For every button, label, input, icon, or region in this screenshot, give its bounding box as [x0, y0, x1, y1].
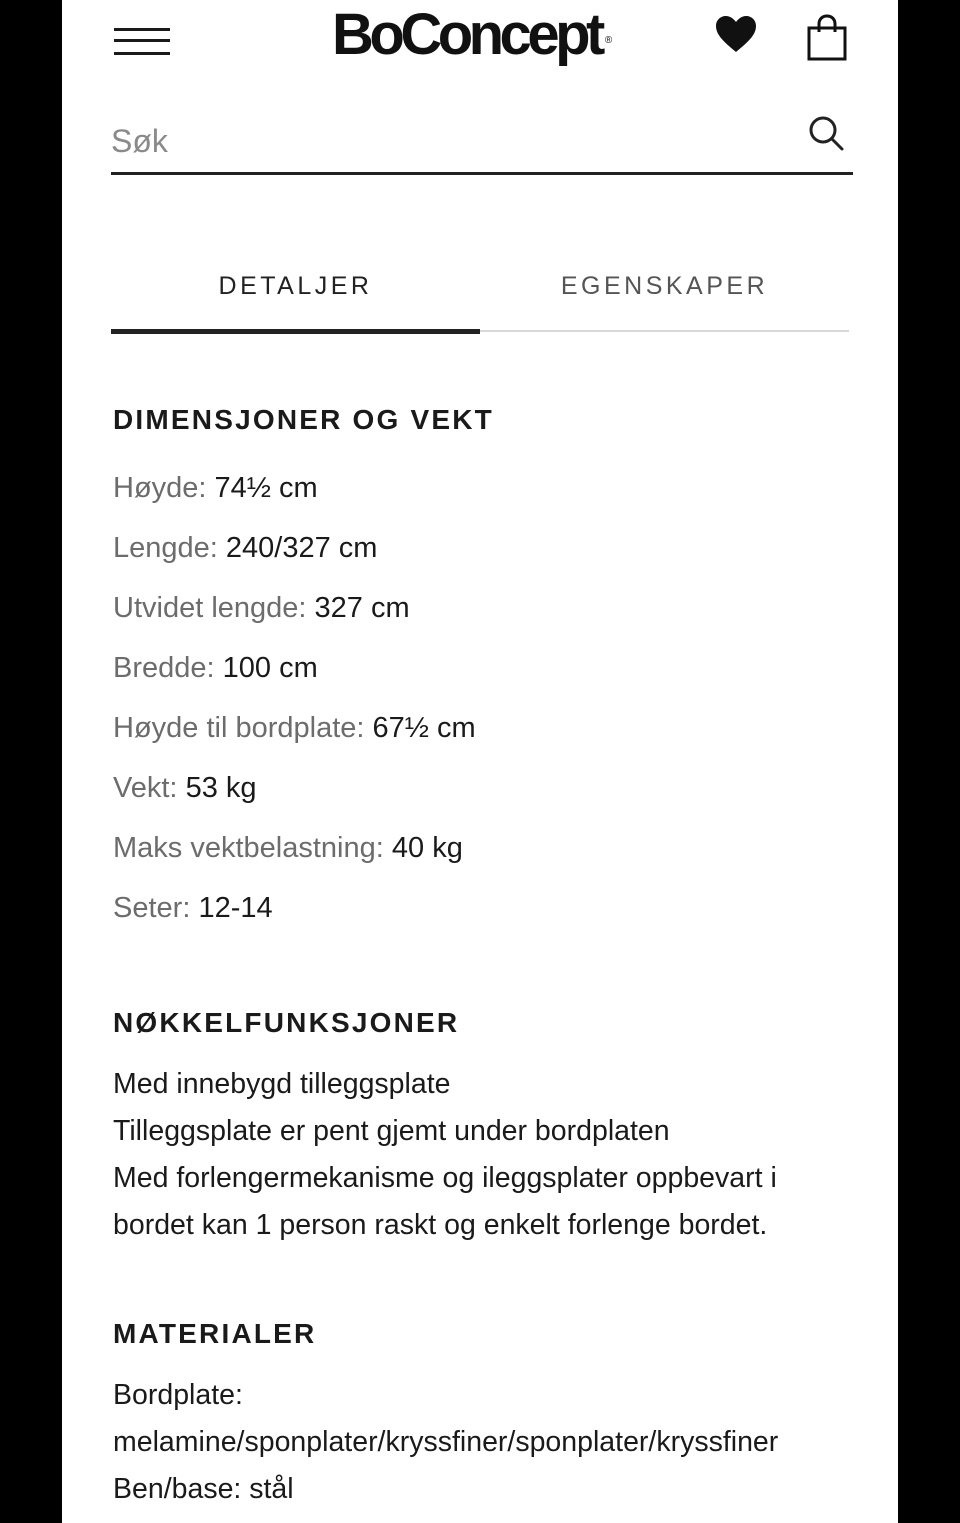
- heart-icon[interactable]: [714, 14, 758, 54]
- spec-weight: [113, 772, 257, 805]
- search-icon[interactable]: [807, 114, 845, 152]
- spec-value: 74½ cm: [214, 472, 318, 504]
- tab-bar: [111, 255, 849, 335]
- spec-tabletop-height: [113, 712, 476, 745]
- material-line: Bordplate:: [113, 1379, 243, 1411]
- shopping-bag-icon[interactable]: [806, 14, 848, 62]
- search-bar: [111, 108, 853, 175]
- material-line: melamine/sponplater/kryssfiner/sponplater/kryssfiner: [113, 1426, 779, 1458]
- key-feature-line: Med forlengermekanisme og ileggsplater oppbevart i: [113, 1162, 777, 1194]
- spec-value: 240/327 cm: [225, 532, 378, 564]
- key-feature-line: bordet kan 1 person raskt og enkelt forlenge bordet.: [113, 1209, 768, 1241]
- spec-label: Seter:: [113, 892, 191, 924]
- tab-details[interactable]: DETALJER: [218, 272, 373, 300]
- spec-label: Høyde:: [113, 472, 207, 504]
- key-features-heading: NØKKELFUNKSJONER: [113, 1007, 460, 1038]
- spec-max-load: [113, 832, 463, 865]
- materials-text: [113, 1372, 873, 1513]
- spec-label: Vekt:: [113, 772, 178, 804]
- tab-properties[interactable]: EGENSKAPER: [560, 272, 769, 300]
- logo-mark: ®: [604, 35, 613, 46]
- spec-length: [113, 532, 377, 565]
- materials-heading: MATERIALER: [113, 1318, 317, 1349]
- spec-value: 100 cm: [222, 652, 318, 684]
- menu-icon[interactable]: [114, 24, 170, 58]
- spec-label: Høyde til bordplate:: [113, 712, 365, 744]
- spec-label: Utvidet lengde:: [113, 592, 307, 624]
- key-feature-line: Tilleggsplate er pent gjemt under bordplaten: [113, 1115, 670, 1147]
- page: [62, 0, 898, 1523]
- spec-value: 53 kg: [185, 772, 257, 804]
- spec-value: 67½ cm: [372, 712, 476, 744]
- spec-label: Bredde:: [113, 652, 215, 684]
- active-tab-indicator: [111, 329, 480, 334]
- logo-text: BoConcept: [332, 2, 601, 67]
- key-features-text: [113, 1061, 873, 1249]
- spec-value: 12-14: [198, 892, 273, 924]
- logo[interactable]: [332, 2, 613, 68]
- key-feature-line: Med innebygd tilleggsplate: [113, 1068, 451, 1100]
- spec-width: [113, 652, 318, 685]
- spec-value: 327 cm: [314, 592, 410, 624]
- spec-seats: [113, 892, 273, 925]
- spec-label: Maks vektbelastning:: [113, 832, 384, 864]
- spec-extended-length: [113, 592, 410, 625]
- spec-height: [113, 472, 318, 505]
- spec-value: 40 kg: [391, 832, 463, 864]
- dimensions-heading: DIMENSJONER OG VEKT: [113, 404, 494, 435]
- spec-label: Lengde:: [113, 532, 218, 564]
- search-input[interactable]: [111, 118, 791, 164]
- material-line: Ben/base: stål: [113, 1473, 294, 1505]
